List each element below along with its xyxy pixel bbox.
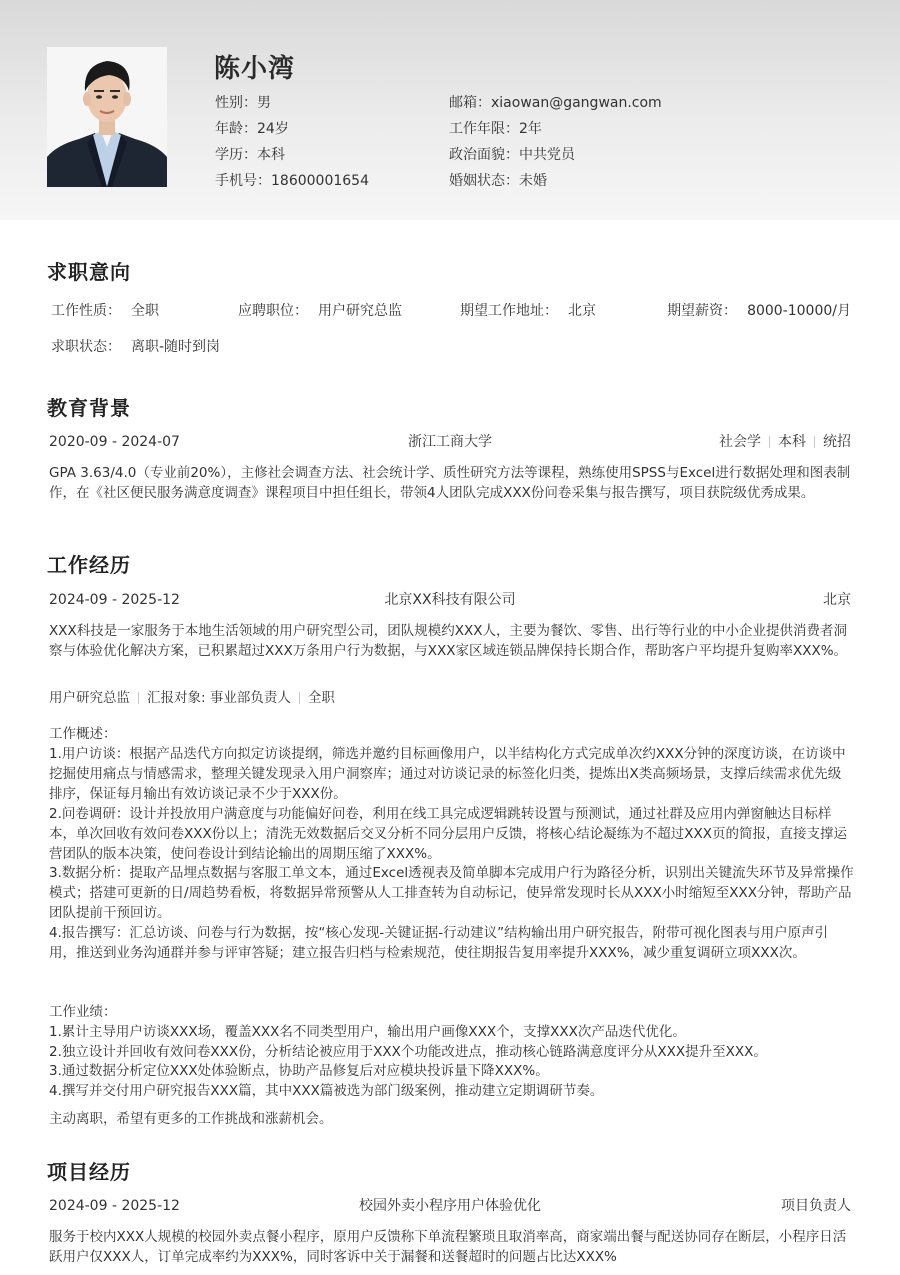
education-description: GPA 3.63/4.0（专业前20%），主修社会调查方法、社会统计学、质性研究方法等课程，熟练使用SPSS与Excel进行数据处理和图表制作，在《社区便民服务满意度调查》课程项目中担任组长，带领4人团队完成XXX份问卷采集与报告撰写，项目获院级优秀成果。	[49, 465, 851, 501]
project-period: 2024-09 - 2025-12	[49, 1198, 180, 1214]
work-tag-title: 用户研究总监	[49, 690, 130, 706]
work-city: 北京	[823, 592, 851, 608]
project-header-row	[49, 1196, 851, 1216]
work-achievements-label: 工作业绩：	[49, 1004, 117, 1020]
intent-job-type-value: 全职	[131, 303, 159, 319]
education-period: 2020-09 - 2024-07	[49, 434, 180, 450]
work-tags	[49, 688, 335, 708]
education-info: 学历：本科	[215, 147, 285, 163]
tag-divider	[769, 436, 770, 448]
intent-location-label: 期望工作地址：	[460, 303, 558, 319]
education-tag-major: 社会学	[719, 434, 761, 450]
project-role: 项目负责人	[781, 1198, 851, 1214]
work-duty-item: 4.报告撰写：汇总访谈、问卷与行为数据，按“核心发现-关键证据-行动建议”结构输出用户研究报告，附带可视化图表与用户原声引用，推送到业务沟通群并参与评审答疑；建立报告归档与检索规范，使往期报告复用率提升XXX%，减少重复调研立项XXX次。	[49, 925, 829, 961]
tag-divider	[299, 692, 300, 704]
intent-position-value: 用户研究总监	[318, 303, 402, 319]
gender-info: 性别：男	[215, 95, 271, 111]
education-header-row	[49, 432, 851, 452]
marital-info: 婚姻状态：未婚	[449, 173, 547, 189]
work-achievement-item: 4.撰写并交付用户研究报告XXX篇，其中XXX篇被选为部门级案例，推动建立定期调研节奏。	[49, 1083, 604, 1099]
work-tag-report-to: 汇报对象: 事业部负责人	[147, 690, 291, 706]
work-achievement-item: 3.通过数据分析定位XXX处体验断点，协助产品修复后对应模块投诉量下降XXX%。	[49, 1063, 549, 1079]
work-company: 北京XX科技有限公司	[384, 592, 516, 608]
intent-position-label: 应聘职位：	[238, 303, 308, 319]
education-school: 浙江工商大学	[408, 434, 492, 450]
work-duty-item: 1.用户访谈：根据产品迭代方向拟定访谈提纲，筛选并邀约目标画像用户，以半结构化方式完成单次约XXX分钟的深度访谈，在访谈中挖掘使用痛点与情感需求，整理关键发现录入用户洞察库；通过对访谈记录的标签化归类，提炼出X类高频场景，支撑后续需求优先级排序，保证每月输出有效访谈记录不少于XXX份。	[49, 746, 846, 802]
education-tags	[719, 432, 851, 452]
candidate-name: 陈小湾	[214, 54, 296, 84]
intent-position	[238, 301, 402, 321]
work-achievement-item: 2.独立设计并回收有效问卷XXX份，分析结论被应用于XXX个功能改进点，推动核心链路满意度评分从XXX提升至XXX。	[49, 1044, 767, 1060]
intent-section-title: 求职意向	[47, 260, 131, 284]
work-tag-type: 全职	[307, 690, 335, 706]
work-duty-item: 2.问卷调研：设计并投放用户满意度与功能偏好问卷，利用在线工具完成逻辑跳转设置与预测试，通过社群及应用内弹窗触达目标样本，单次回收有效问卷XXX份以上；清洗无效数据后交叉分析不同分层用户反馈，将核心结论凝练为不超过XXX页的简报，直接支撑运营团队的版本决策，使问卷设计到结论输出的周期压缩了XXX%。	[49, 806, 847, 862]
work-leave-reason: 主动离职，希望有更多的工作挑战和涨薪机会。	[49, 1111, 333, 1127]
work-years-info: 工作年限：2年	[449, 121, 542, 137]
work-achievement-item: 1.累计主导用户访谈XXX场，覆盖XXX名不同类型用户，输出用户画像XXX个，支撑XXX次产品迭代优化。	[49, 1024, 686, 1040]
intent-status	[51, 337, 220, 357]
work-duty-item: 3.数据分析：提取产品埋点数据与客服工单文本，通过Excel透视表及简单脚本完成用户行为路径分析，识别出关键流失环节及异常操作模式；搭建可更新的日/周趋势看板，将数据异常预警从人工排查转为自动标记，使异常发现时长从XXX小时缩短至XXX分钟，帮助产品团队提前干预回访。	[49, 865, 854, 921]
phone-info: 手机号：18600001654	[215, 173, 369, 189]
education-section-title: 教育背景	[47, 396, 131, 420]
tag-divider	[814, 436, 815, 448]
intent-location	[460, 301, 596, 321]
intent-status-label: 求职状态：	[51, 339, 121, 355]
work-overview-label: 工作概述：	[49, 726, 117, 742]
intent-location-value: 北京	[568, 303, 596, 319]
email-info: 邮箱：xiaowan@gangwan.com	[449, 95, 662, 111]
intent-salary	[667, 301, 851, 321]
education-tag-degree: 本科	[778, 434, 806, 450]
tag-divider	[138, 692, 139, 704]
intent-job-type	[51, 301, 159, 321]
work-company-intro: XXX科技是一家服务于本地生活领域的用户研究型公司，团队规模约XXX人，主要为餐饮、零售、出行等行业的中小企业提供消费者洞察与体验优化解决方案，已积累超过XXX万条用户行为数据，与XXX家区域连锁品牌保持长期合作，帮助客户平均提升复购率XXX%。	[49, 623, 848, 659]
profile-photo	[47, 47, 167, 187]
age-info: 年龄：24岁	[215, 121, 289, 137]
intent-status-value: 离职-随时到岗	[131, 339, 221, 355]
work-header-row	[49, 590, 851, 610]
education-tag-enrollment: 统招	[823, 434, 851, 450]
intent-salary-value: 8000-10000/月	[747, 303, 851, 319]
politics-info: 政治面貌：中共党员	[449, 147, 575, 163]
intent-salary-label: 期望薪资：	[667, 303, 738, 319]
intent-job-type-label: 工作性质：	[51, 303, 121, 319]
project-name: 校园外卖小程序用户体验优化	[359, 1198, 541, 1214]
project-description: 服务于校内XXX人规模的校园外卖点餐小程序，原用户反馈称下单流程繁琐且取消率高，商家端出餐与配送协同存在断层，小程序日活跃用户仅XXX人，订单完成率约为XXX%，同时客诉中关于漏餐和送餐超时的问题占比达XXX%	[49, 1229, 847, 1265]
work-period: 2024-09 - 2025-12	[49, 592, 180, 608]
project-section-title: 项目经历	[47, 1160, 131, 1184]
work-section-title: 工作经历	[47, 553, 131, 577]
